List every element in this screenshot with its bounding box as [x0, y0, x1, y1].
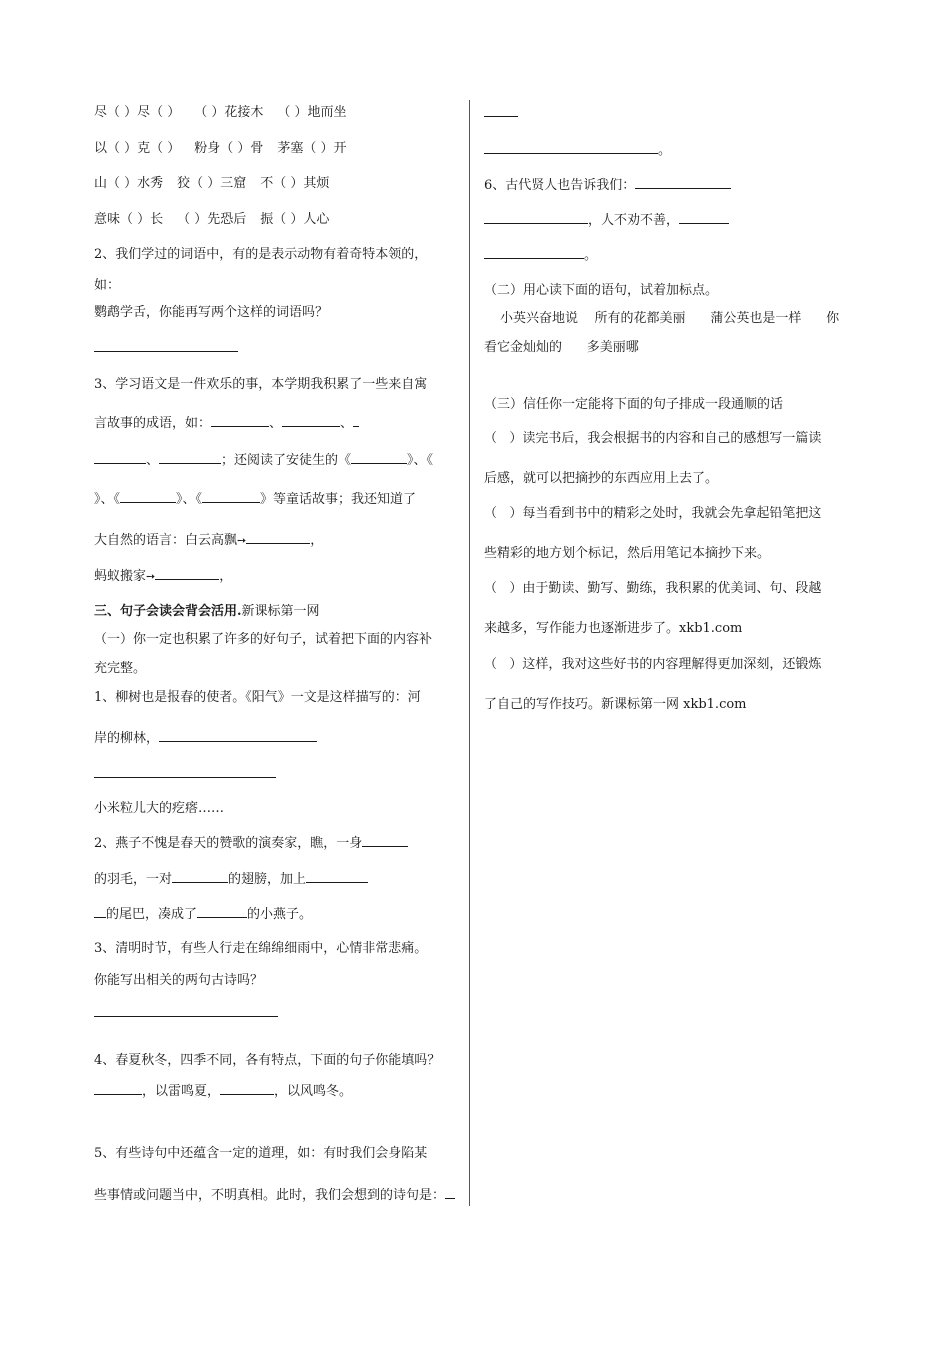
idiom-blank: 粉身（ ）骨	[194, 141, 264, 156]
question-text: 如：	[94, 278, 121, 293]
ordering-item: （ ）读完书后，我会根据书的内容和自己的感想写一篇读	[484, 431, 822, 446]
question-text: 3、学习语文是一件欢乐的事，本学期我积累了一些来自寓	[94, 377, 428, 392]
answer-blank[interactable]	[197, 905, 247, 918]
question-line: 》、《 》、《 》等童话故事；我还知道了	[94, 492, 417, 507]
answer-blank[interactable]	[353, 414, 359, 427]
ordering-item: （ ）由于勤读、勤写、勤练，我积累的优美词、句、段越	[484, 581, 822, 596]
answer-blank[interactable]	[484, 211, 588, 224]
ordering-item: 了自己的写作技巧。新课标第一网 xkb1.com	[484, 697, 747, 712]
punctuation-exercise: 看它金灿灿的 多美丽哪	[484, 340, 639, 355]
idiom-row-1	[94, 104, 347, 122]
ordering-item: 些精彩的地方划个标记，然后用笔记本摘抄下来。	[484, 546, 771, 561]
arrow-icon: ➙	[146, 570, 156, 583]
question-text: 4、春夏秋冬，四季不同，各有特点，下面的句子你能填吗？	[94, 1053, 441, 1068]
answer-blank[interactable]	[159, 729, 317, 742]
idiom-blank: 以（ ）克（ ）	[94, 141, 181, 156]
question-line: 。	[484, 141, 671, 160]
question-text: 2、我们学过的词语中，有的是表示动物有着奇特本领的，	[94, 247, 428, 262]
question-text: 5、有些诗句中还蕴含一定的道理，如：有时我们会身陷某	[94, 1146, 428, 1161]
question-line: 、 ；还阅读了安徒生的《 》、《	[94, 451, 433, 470]
answer-blank[interactable]	[94, 451, 146, 464]
idiom-blank: （ ）地而坐	[277, 105, 347, 120]
subsection-title: 充完整。	[94, 661, 147, 676]
idiom-blank: 尽（ ）尽（ ）	[94, 105, 181, 120]
question-text: 鹦鹉学舌，你能再写两个这样的词语吗？	[94, 305, 329, 320]
ordering-item: 后感，就可以把摘抄的东西应用上去了。	[484, 471, 719, 486]
answer-blank[interactable]	[211, 414, 269, 427]
ordering-item: （ ）每当看到书中的精彩之处时，我就会先拿起铅笔把这	[484, 506, 822, 521]
answer-blank[interactable]	[484, 141, 658, 154]
question-line: 2、燕子不愧是春天的赞歌的演奏家，瞧，一身	[94, 834, 408, 853]
punctuation-exercise: 小英兴奋地说 所有的花都美丽 蒲公英也是一样 你	[500, 311, 840, 326]
ordering-item: （ ）这样，我对这些好书的内容理解得更加深刻，还锻炼	[484, 657, 822, 672]
answer-blank[interactable]	[159, 451, 221, 464]
question-text: 1、柳树也是报春的使者。《阳气》一文是这样描写的：河	[94, 690, 421, 705]
answer-blank[interactable]	[120, 490, 176, 503]
answer-blank[interactable]	[246, 531, 310, 544]
idiom-blank: 山（ ）水秀	[94, 176, 164, 191]
idiom-blank: 狡（ ）三窟	[177, 176, 247, 191]
idiom-blank: 不（ ）其烦	[260, 176, 330, 191]
question-line: ，以雷鸣夏， ，以风鸣冬。	[94, 1082, 352, 1101]
answer-blank[interactable]	[220, 1082, 274, 1095]
answer-blank[interactable]	[351, 451, 407, 464]
answer-line[interactable]	[484, 104, 518, 123]
column-divider	[469, 100, 470, 1206]
answer-blank[interactable]	[155, 567, 219, 580]
idiom-blank: 振（ ）人心	[260, 212, 330, 227]
answer-blank[interactable]	[635, 176, 731, 189]
answer-blank[interactable]	[172, 870, 228, 883]
subsection-title: （一）你一定也积累了许多的好句子，试着把下面的内容补	[94, 632, 433, 647]
answer-blank[interactable]	[306, 870, 368, 883]
subsection-title: （二）用心读下面的语句，试着加标点。	[484, 283, 719, 298]
idiom-blank: （ ）花接木	[194, 105, 264, 120]
section-heading: 三、句子会读会背会活用.新课标第一网	[94, 604, 320, 619]
idiom-row-2	[94, 140, 347, 158]
question-text: 小米粒儿大的疙瘩……	[94, 801, 225, 816]
question-line: 些事情或问题当中，不明真相。此时，我们会想到的诗句是：	[94, 1186, 455, 1205]
idiom-row-4	[94, 211, 329, 229]
question-text: 你能写出相关的两句古诗吗？	[94, 973, 264, 988]
question-line: ，人不劝不善，	[484, 211, 729, 230]
question-text: 3、清明时节，有些人行走在绵绵细雨中，心情非常悲痛。	[94, 941, 428, 956]
answer-blank[interactable]	[202, 490, 260, 503]
subsection-title: （三）信任你一定能将下面的句子排成一段通顺的话	[484, 397, 784, 412]
question-line: 6、古代贤人也告诉我们：	[484, 176, 731, 195]
answer-blank[interactable]	[679, 211, 729, 224]
question-line: 岸的柳林，	[94, 729, 317, 748]
question-line: 的羽毛，一对 的翅膀，加上	[94, 870, 368, 889]
question-line: 的尾巴，凑成了 的小燕子。	[94, 905, 312, 924]
answer-line[interactable]	[94, 339, 238, 358]
question-line: 大自然的语言：白云高飘➙ ，	[94, 533, 324, 548]
answer-blank[interactable]	[484, 246, 584, 259]
answer-blank[interactable]	[362, 834, 408, 847]
idiom-blank: 意味（ ）长	[94, 212, 164, 227]
ordering-item: 来越多，写作能力也逐渐进步了。xkb1.com	[484, 621, 743, 636]
answer-blank[interactable]	[94, 1082, 142, 1095]
arrow-icon: ➙	[237, 534, 247, 547]
question-line: 。	[484, 246, 597, 265]
answer-line[interactable]	[94, 1004, 278, 1023]
idiom-row-3	[94, 175, 329, 193]
answer-line[interactable]	[94, 765, 276, 784]
question-line: 蚂蚁搬家➙ ，	[94, 569, 233, 584]
question-line: 言故事的成语，如： 、 、	[94, 414, 359, 433]
answer-blank[interactable]	[94, 905, 106, 918]
idiom-blank: （ ）先恐后	[177, 212, 247, 227]
idiom-blank: 茅塞（ ）开	[277, 141, 347, 156]
answer-blank[interactable]	[445, 1186, 455, 1199]
answer-blank[interactable]	[282, 414, 340, 427]
